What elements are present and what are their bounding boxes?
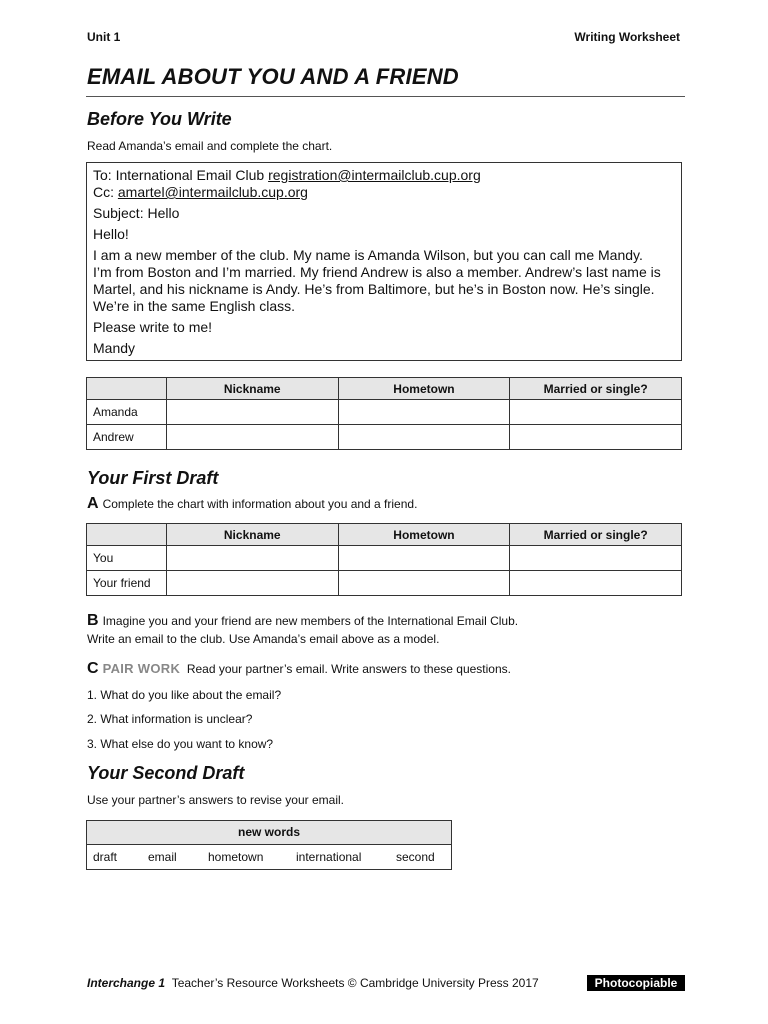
chart-header-married: Married or single? — [510, 524, 682, 546]
hometown-cell[interactable] — [338, 400, 510, 425]
new-words-row — [87, 845, 451, 869]
email-closing: Please write to me! — [93, 319, 213, 335]
nickname-cell[interactable] — [166, 400, 338, 425]
email-to — [93, 167, 675, 184]
page-title: EMAIL ABOUT YOU AND A FRIEND — [87, 64, 459, 89]
title-divider — [86, 96, 685, 97]
chart-header-hometown: Hometown — [338, 378, 510, 400]
new-words-box — [86, 820, 452, 870]
row-label: Andrew — [87, 425, 167, 450]
section-b-line2: Write an email to the club. Use Amanda’s email above as a model. — [87, 632, 440, 646]
email-box — [86, 162, 682, 361]
nickname-cell[interactable] — [166, 571, 338, 596]
worksheet-type: Writing Worksheet — [574, 30, 680, 44]
second-draft-instruction: Use your partner’s answers to revise your email. — [87, 793, 344, 807]
table-row — [87, 425, 682, 450]
email-body-line: I am a new member of the club. My name is Amanda Wilson, but you can call me Mandy. — [93, 247, 643, 263]
row-label: Amanda — [87, 400, 167, 425]
footer-brand: Interchange 1 — [87, 976, 166, 990]
section-a-letter: A — [87, 495, 99, 512]
section-b-line1: Imagine you and your friend are new members of the International Email Club. — [102, 614, 519, 628]
section-c-text: Read your partner’s email. Write answers to these questions. — [186, 662, 511, 676]
new-words-heading: new words — [87, 821, 451, 845]
chart-header-blank — [87, 378, 167, 400]
first-draft-heading: Your First Draft — [87, 468, 219, 488]
table-row — [87, 400, 682, 425]
table-row — [87, 571, 682, 596]
before-instruction: Read Amanda’s email and complete the chart. — [87, 139, 333, 153]
hometown-cell[interactable] — [338, 571, 510, 596]
email-cc-prefix: Cc: — [93, 184, 118, 200]
row-label: Your friend — [87, 571, 167, 596]
unit-label: Unit 1 — [87, 30, 121, 44]
section-b-letter: B — [87, 612, 99, 629]
married-cell[interactable] — [510, 400, 682, 425]
nickname-cell[interactable] — [166, 425, 338, 450]
chart-header-hometown: Hometown — [338, 524, 510, 546]
footer — [87, 976, 539, 990]
email-to-address: registration@intermailclub.cup.org — [268, 167, 481, 183]
pair-work-label: PAIR WORK — [102, 661, 181, 676]
email-body-line: We’re in the same English class. — [93, 298, 296, 314]
section-a-text: Complete the chart with information about you and a friend. — [102, 497, 418, 511]
hometown-cell[interactable] — [338, 546, 510, 571]
married-cell[interactable] — [510, 546, 682, 571]
chart-header-nickname: Nickname — [166, 378, 338, 400]
email-to-prefix: To: International Email Club — [93, 167, 269, 183]
email-cc — [93, 184, 675, 201]
word-item: draft — [93, 850, 118, 864]
section-c — [87, 660, 511, 678]
second-draft-heading: Your Second Draft — [87, 763, 245, 783]
email-greeting: Hello! — [93, 226, 129, 242]
before-heading: Before You Write — [87, 109, 232, 129]
row-label: You — [87, 546, 167, 571]
section-c-letter: C — [87, 660, 99, 677]
question-item: 3. What else do you want to know? — [87, 737, 274, 751]
chart-header-nickname: Nickname — [166, 524, 338, 546]
question-item: 2. What information is unclear? — [87, 712, 253, 726]
email-body-line: Martel, and his nickname is Andy. He’s from Baltimore, but he’s in Boston now. He’s single. — [93, 281, 655, 297]
photocopiable-badge: Photocopiable — [587, 975, 685, 991]
chart-header-blank — [87, 524, 167, 546]
word-item: email — [148, 850, 177, 864]
chart-you-friend — [86, 523, 682, 596]
email-subject: Subject: Hello — [93, 205, 180, 221]
nickname-cell[interactable] — [166, 546, 338, 571]
footer-text: Teacher’s Resource Worksheets © Cambridge University Press 2017 — [171, 976, 539, 990]
chart-amanda-andrew — [86, 377, 682, 450]
word-item: international — [296, 850, 362, 864]
question-item: 1. What do you like about the email? — [87, 688, 282, 702]
word-item: hometown — [208, 850, 264, 864]
chart-header-married: Married or single? — [510, 378, 682, 400]
section-a — [87, 495, 417, 513]
section-b — [87, 612, 518, 630]
hometown-cell[interactable] — [338, 425, 510, 450]
married-cell[interactable] — [510, 425, 682, 450]
word-item: second — [396, 850, 435, 864]
email-body-line: I’m from Boston and I’m married. My friend Andrew is also a member. Andrew’s last name is — [93, 264, 661, 280]
email-signature: Mandy — [93, 340, 136, 356]
married-cell[interactable] — [510, 571, 682, 596]
email-cc-address: amartel@intermailclub.cup.org — [117, 184, 308, 200]
table-row — [87, 546, 682, 571]
